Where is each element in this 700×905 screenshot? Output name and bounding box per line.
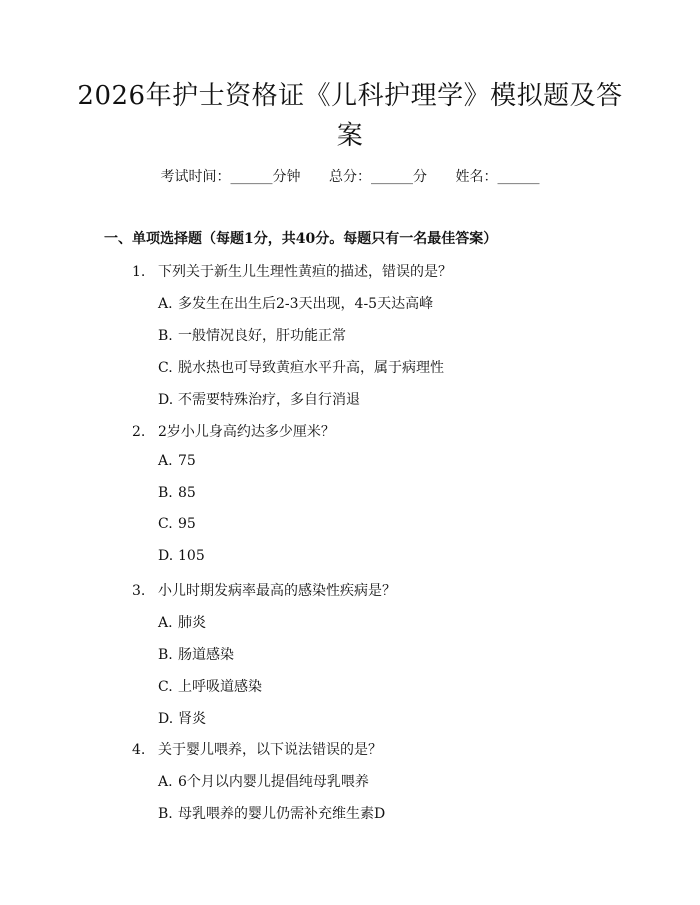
option-text: 上呼吸道感染	[178, 679, 262, 695]
option-text: 多发生在出生后2-3天出现，4-5天达高峰	[178, 296, 434, 312]
option-letter: B.	[158, 485, 173, 501]
option-text: 85	[178, 485, 196, 501]
question-3-option-b	[158, 644, 234, 664]
question-4-option-a	[158, 771, 369, 791]
option-text: 不需要特殊治疗，多自行消退	[178, 392, 360, 408]
exam-time-field: 考试时间：______分钟	[160, 169, 301, 185]
option-letter: D.	[158, 392, 174, 408]
question-3-option-c	[158, 676, 262, 696]
option-letter: C.	[158, 516, 173, 532]
name-field: 姓名：______	[455, 169, 540, 185]
option-letter: D.	[158, 548, 174, 564]
option-letter: B.	[158, 647, 173, 663]
option-letter: A.	[158, 774, 173, 790]
option-letter: A.	[158, 453, 173, 469]
option-text: 75	[178, 453, 196, 469]
question-3	[132, 580, 396, 600]
option-text: 母乳喂养的婴儿仍需补充维生素D	[178, 806, 386, 822]
question-number: 4.	[132, 742, 146, 758]
question-4	[132, 739, 382, 759]
question-3-option-a	[158, 612, 206, 632]
question-1-option-c	[158, 357, 444, 377]
option-text: 一般情况良好，肝功能正常	[178, 328, 346, 344]
question-1-option-a	[158, 293, 433, 313]
question-number: 1.	[132, 264, 146, 280]
option-letter: A.	[158, 615, 173, 631]
option-letter: B.	[158, 328, 173, 344]
section-title: 一、单项选择题（每题1分，共40分。每题只有一名最佳答案）	[104, 231, 498, 247]
option-letter: B.	[158, 806, 173, 822]
question-1-option-b	[158, 325, 346, 345]
option-letter: A.	[158, 296, 173, 312]
total-score-field: 总分：______分	[329, 169, 427, 185]
question-text: 下列关于新生儿生理性黄疸的描述，错误的是？	[158, 264, 452, 280]
question-number: 2.	[132, 424, 146, 440]
option-text: 105	[178, 548, 205, 564]
option-text: 95	[178, 516, 196, 532]
option-letter: D.	[158, 711, 174, 727]
question-2-option-d	[158, 548, 205, 564]
option-text: 肺炎	[178, 615, 206, 631]
option-letter: C.	[158, 360, 173, 376]
question-text: 小儿时期发病率最高的感染性疾病是？	[158, 583, 396, 599]
option-text: 肠道感染	[178, 647, 234, 663]
question-text: 关于婴儿喂养，以下说法错误的是？	[158, 742, 382, 758]
question-1-option-d	[158, 389, 360, 409]
question-1	[132, 261, 452, 281]
question-2-option-b	[158, 485, 196, 501]
exam-info	[0, 166, 700, 186]
question-text: 2岁小儿身高约达多少厘米？	[158, 424, 335, 440]
document-title: 2026年护士资格证《儿科护理学》模拟题及答案	[77, 81, 623, 151]
question-3-option-d	[158, 708, 206, 728]
question-2-option-a	[158, 453, 196, 469]
option-letter: C.	[158, 679, 173, 695]
option-text: 6个月以内婴儿提倡纯母乳喂养	[178, 774, 369, 790]
option-text: 肾炎	[178, 711, 206, 727]
option-text: 脱水热也可导致黄疸水平升高，属于病理性	[178, 360, 444, 376]
question-2-option-c	[158, 516, 196, 532]
question-4-option-b	[158, 803, 385, 823]
question-2	[132, 421, 335, 441]
question-number: 3.	[132, 583, 146, 599]
